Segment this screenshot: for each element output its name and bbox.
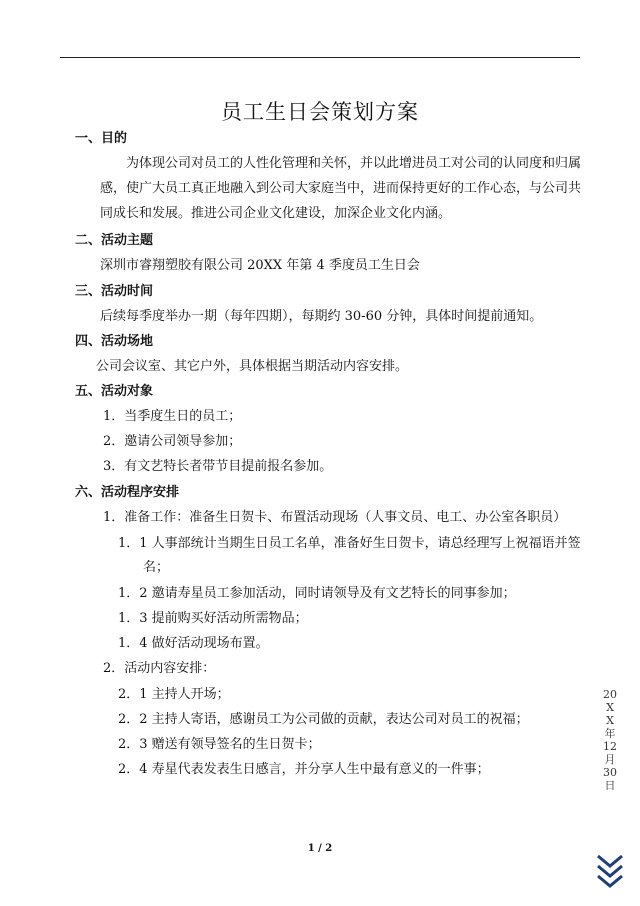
paragraph-line: 感，使广大员工真正地融入到公司大家庭当中，进而保持更好的工作心态，与公司共 [100, 181, 582, 196]
list-item: 2．邀请公司领导参加； [103, 434, 242, 449]
section-heading-time: 三、活动时间 [75, 284, 154, 299]
list-item: 2．2 主持人寄语，感谢员工为公司做的贡献，表达公司对员工的祝福； [118, 712, 529, 727]
list-item: 1．准备工作：准备生日贺卡、布置活动现场（人事文员、电工、办公室各职员） [103, 510, 567, 525]
document-title: 员工生日会策划方案 [221, 100, 419, 124]
list-item: 1．2 邀请寿星员工参加活动，同时请领导及有文艺特长的同事参加； [118, 586, 516, 601]
paragraph-line: 为体现公司对员工的人性化管理和关怀，并以此增进员工对公司的认同度和归属 [126, 156, 582, 171]
section-heading-theme: 二、活动主题 [75, 233, 154, 248]
page-number: 1 / 2 [307, 843, 333, 854]
paragraph-line: 后续每季度举办一期（每年四期），每期约 30-60 分钟，具体时间提前通知。 [100, 309, 543, 324]
list-item: 3．有文艺特长者带节目提前报名参加。 [103, 459, 333, 474]
section-heading-program: 六、活动程序安排 [75, 485, 180, 500]
paragraph-line: 公司会议室、其它户外，具体根据当期活动内容安排。 [96, 359, 409, 374]
list-item: 2．4 寿星代表发表生日感言，并分享人生中最有意义的一件事； [118, 762, 490, 777]
list-item: 2．3 赠送有领导签名的生日贺卡； [118, 737, 321, 752]
list-item: 名； [143, 560, 170, 575]
paragraph-line: 深圳市睿翔塑胶有限公司 20XX 年第 4 季度员工生日会 [100, 258, 420, 273]
section-heading-participants: 五、活动对象 [75, 384, 154, 399]
list-item: 1．当季度生日的员工； [103, 409, 242, 424]
chevron-down-icon [596, 852, 624, 894]
header-rule [60, 57, 580, 58]
list-item: 1．4 做好活动现场布置。 [118, 636, 269, 651]
list-item: 1．1 人事部统计当期生日员工名单，准备好生日贺卡，请总经理写上祝福语并签 [118, 536, 581, 551]
list-item: 2．1 主持人开场； [118, 687, 230, 702]
paragraph-line: 同成长和发展。推进公司企业文化建设，加深企业文化内涵。 [100, 206, 452, 221]
list-item: 1．3 提前购买好活动所需物品； [118, 611, 308, 626]
list-item: 2．活动内容安排： [103, 661, 216, 676]
vertical-date: 20XX 年 12 月 30 日 [603, 688, 617, 792]
section-heading-venue: 四、活动场地 [75, 334, 154, 349]
section-heading-purpose: 一、目的 [75, 131, 128, 146]
